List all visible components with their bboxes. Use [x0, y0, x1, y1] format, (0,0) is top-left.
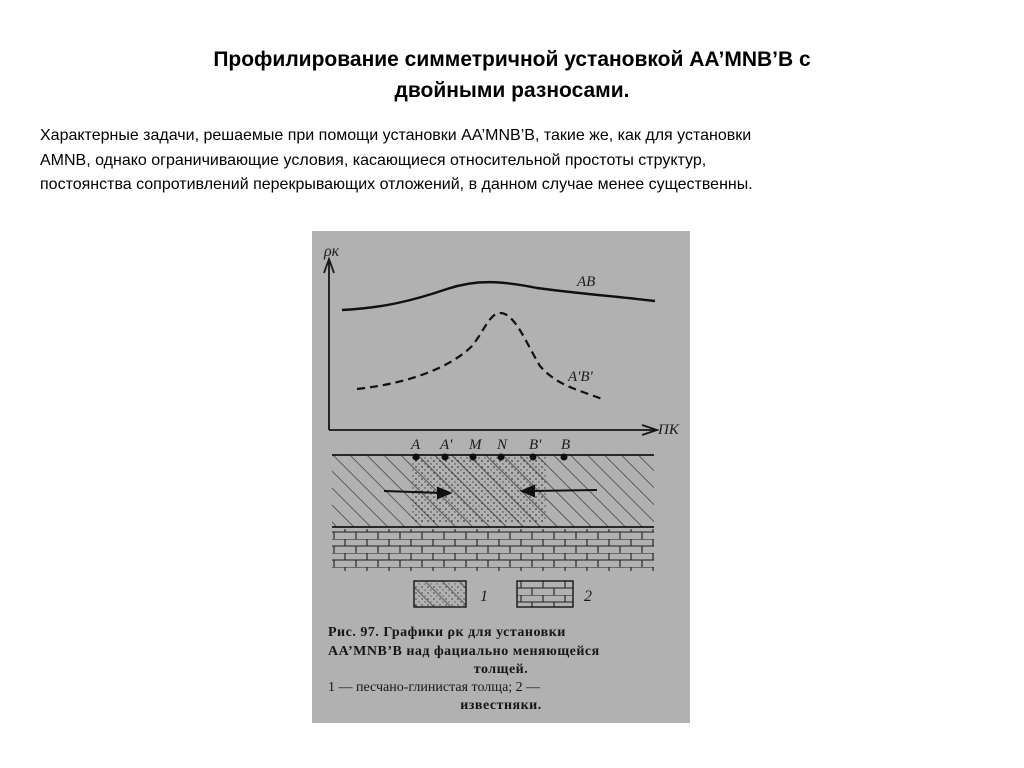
- figure-image: [312, 231, 690, 723]
- slide-body-text: [40, 124, 990, 198]
- curve-ab: [342, 282, 655, 310]
- y-axis-label: ρк: [324, 243, 340, 260]
- curve-ab-label: AB: [577, 274, 596, 290]
- layer-limestone: [332, 529, 654, 571]
- graph-axes: [324, 259, 657, 435]
- curve-a1b1: [357, 313, 602, 399]
- body-line: AMNB, однако ограничивающие условия, касающиеся относительной простоты структур,: [40, 151, 707, 169]
- slide-title-line: двойными разносами.: [394, 79, 630, 102]
- electrode-labels: [410, 437, 570, 453]
- caption-line: АА’MNB’В над фациально меняющейся: [328, 644, 600, 659]
- caption-line: толщей.: [473, 662, 529, 677]
- body-line: постоянства сопротивлений перекрывающих отложений, в данном случае менее существенны.: [40, 176, 753, 193]
- x-axis-label: ПК: [658, 422, 679, 438]
- legend-number-2: 2: [584, 588, 592, 605]
- electrode-a1: A': [440, 437, 453, 453]
- legend-number-1: 1: [480, 588, 488, 605]
- electrode-m: M: [469, 437, 482, 453]
- electrode-a: A: [411, 437, 421, 453]
- caption-line: Рис. 97. Графики ρк для установки: [328, 625, 566, 640]
- electrode-b: B: [561, 437, 571, 453]
- curve-a1b1-label: A'B': [568, 369, 593, 385]
- caption-line: 1 — песчано-глинистая толща; 2 —: [328, 680, 541, 695]
- legend-swatch-2: [517, 581, 573, 607]
- caption-line: известняки.: [460, 698, 542, 713]
- electrode-n: N: [497, 437, 508, 453]
- slide-title: [100, 44, 924, 106]
- body-line: Характерные задачи, решаемые при помощи установки АА’MNB’В, такие же, как для установки: [40, 127, 752, 144]
- slide-title-line: Профилирование симметричной установкой АА’MNB’В с: [213, 48, 811, 71]
- electrode-b1: B': [529, 437, 542, 453]
